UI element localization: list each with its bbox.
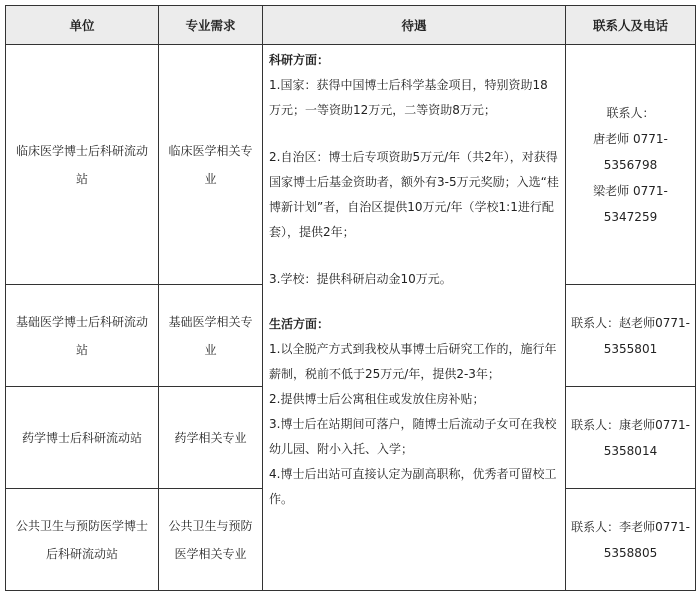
contact-cell — [566, 285, 696, 387]
header-major: 专业需求 — [159, 6, 263, 45]
contact-cell — [566, 489, 696, 591]
table-row — [6, 45, 696, 285]
contact-line: 5355801 — [603, 341, 658, 356]
contact-line: 唐老师 0771- — [593, 131, 668, 146]
research-section-title: 科研方面： — [269, 53, 330, 67]
research-item: 1.国家：获得中国博士后科学基金项目，特别资助18万元；一等资助12万元，二等资助8万元； — [269, 78, 548, 117]
life-item: 4.博士后出站可直接认定为副高职称，优秀者可留校工作。 — [269, 467, 557, 506]
contact-line: 5356798 — [603, 157, 658, 172]
unit-cell: 基础医学博士后科研流动站 — [6, 285, 159, 387]
contact-line: 5358805 — [603, 545, 658, 560]
header-unit: 单位 — [6, 6, 159, 45]
contact-line: 联系人：赵老师0771- — [571, 315, 690, 330]
unit-cell: 公共卫生与预防医学博士后科研流动站 — [6, 489, 159, 591]
contact-cell — [566, 387, 696, 489]
major-cell: 公共卫生与预防医学相关专业 — [159, 489, 263, 591]
contact-line: 5347259 — [603, 209, 658, 224]
contact-cell — [566, 45, 696, 285]
research-item: 3.学校：提供科研启动金10万元。 — [269, 272, 452, 286]
header-contact: 联系人及电话 — [566, 6, 696, 45]
research-item: 2.自治区：博士后专项资助5万元/年（共2年），对获得国家博士后基金资助者，额外有3-5万元奖励；入选“桂博新计划”者，自治区提供10万元/年（学校1:1进行配套），提供2年； — [269, 150, 559, 239]
contact-line: 联系人：李老师0771- — [571, 519, 690, 534]
contact-line: 5358014 — [603, 443, 658, 458]
major-cell: 药学相关专业 — [159, 387, 263, 489]
life-item: 3.博士后在站期间可落户，随博士后流动子女可在我校幼儿园、附小入托、入学； — [269, 417, 557, 456]
unit-cell: 药学博士后科研流动站 — [6, 387, 159, 489]
contact-line: 联系人：康老师0771- — [571, 417, 690, 432]
header-benefits: 待遇 — [263, 6, 566, 45]
contact-line: 联系人： — [606, 105, 655, 120]
life-item: 1.以全脱产方式到我校从事博士后研究工作的，施行年薪制，税前不低于25万元/年，提供2-3年； — [269, 342, 557, 381]
major-cell: 基础医学相关专业 — [159, 285, 263, 387]
unit-cell: 临床医学博士后科研流动站 — [6, 45, 159, 285]
major-cell: 临床医学相关专业 — [159, 45, 263, 285]
contact-line: 梁老师 0771- — [593, 183, 668, 198]
postdoc-recruitment-table — [5, 5, 696, 591]
benefits-cell — [263, 45, 566, 591]
life-section-title: 生活方面： — [269, 317, 330, 331]
life-item: 2.提供博士后公寓租住或发放住房补贴； — [269, 392, 485, 406]
header-row — [6, 6, 696, 45]
